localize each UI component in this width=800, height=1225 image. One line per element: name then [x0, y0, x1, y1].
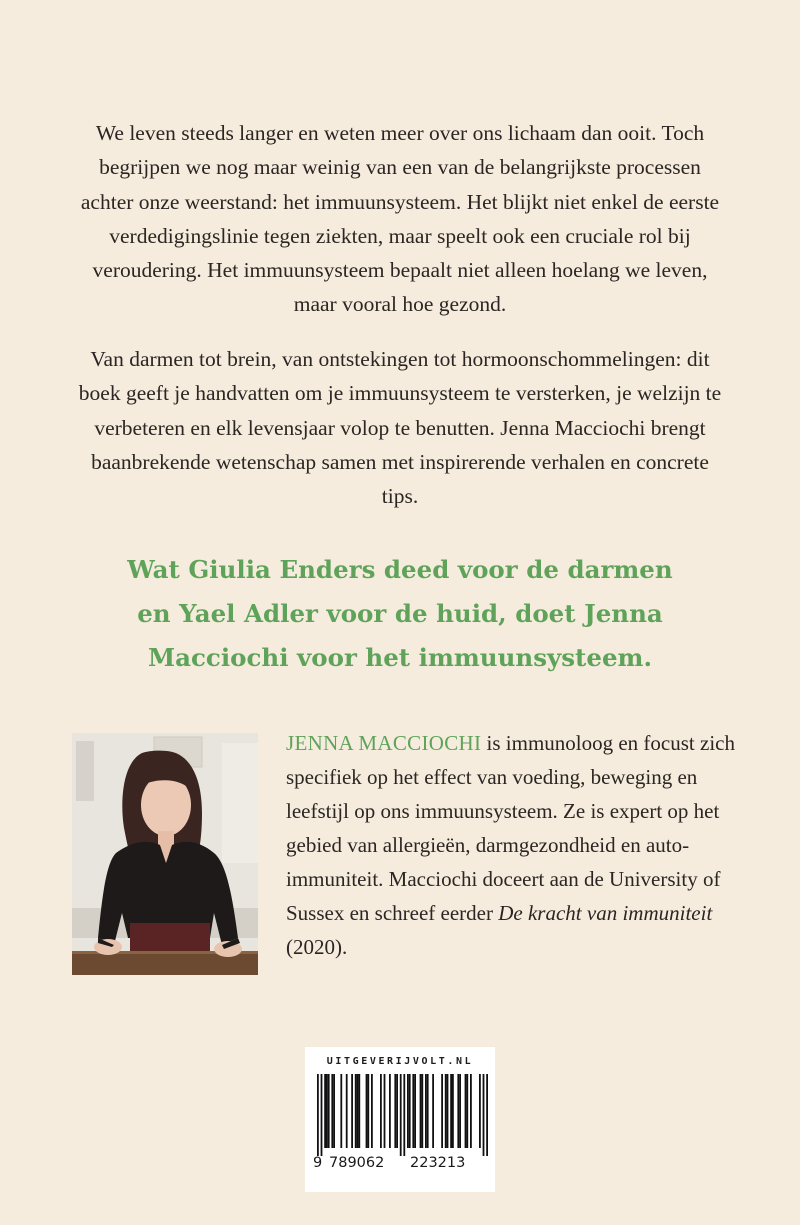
- barcode-bar: [432, 1074, 434, 1148]
- barcode-bar: [470, 1074, 472, 1148]
- quote-line-1: Wat Giulia Enders deed voor de darmen: [127, 555, 673, 584]
- isbn-barcode-bars: [305, 1074, 495, 1159]
- author-bio: [286, 726, 756, 964]
- barcode-bar: [466, 1074, 468, 1148]
- barcode-bar: [321, 1074, 323, 1156]
- endorsement-quote: [72, 548, 728, 680]
- barcode-bar: [389, 1074, 391, 1148]
- blurb-paragraph-1: We leven steeds langer en weten meer over ons lichaam dan ooit. Toch begrijpen we nog maar weinig van een van de belangrijkste processen achter onze weerstand: het immuunsysteem. Het blijkt niet enkel de eerste verdedigingslinie tegen ziekten, maar speelt ook een cruciale rol bij veroudering. Het immuunsysteem bepaalt niet alleen hoelang we leven, maar vooral hoe gezond.: [80, 121, 720, 317]
- author-bio-text: is immunoloog en focust zich specifiek op het effect van voeding, beweging en leefstijl op ons immuunsysteem. Ze is expert op het gebied van allergieën, darmgezondheid en auto-immuniteit. Macciochi doceert aan de University of Sussex en schreef eerder: [286, 731, 735, 925]
- barcode-bar: [441, 1074, 443, 1148]
- barcode-bar: [447, 1074, 449, 1148]
- barcode-bar: [371, 1074, 373, 1148]
- barcode-bar: [384, 1074, 386, 1148]
- barcode-bar: [420, 1074, 422, 1148]
- barcode-bar: [367, 1074, 369, 1148]
- barcode-bar: [414, 1074, 416, 1148]
- blurb-paragraph-2: Van darmen tot brein, van ontstekingen tot hormoonschommelingen: dit boek geeft je handvatten om je immuunsysteem te versterken, je welzijn te verbeteren en elk levensjaar volop te benutten. Jenna Macciochi brengt baanbrekende wetenschap samen met inspirerende verhalen en concrete tips.: [78, 347, 722, 509]
- barcode-bar: [483, 1074, 485, 1156]
- author-portrait-illustration: [72, 733, 258, 975]
- barcode-bar: [396, 1074, 398, 1148]
- barcode-bar: [331, 1074, 333, 1148]
- barcode-bar: [358, 1074, 360, 1148]
- quote-line-3: Macciochi voor het immuunsysteem.: [147, 643, 652, 672]
- quote-line-2: en Yael Adler voor de huid, doet Jenna: [137, 599, 663, 628]
- author-photo: [72, 733, 258, 975]
- barcode-bar: [450, 1074, 452, 1148]
- barcode-bar: [452, 1074, 454, 1148]
- barcode-bar: [366, 1074, 368, 1148]
- barcode-bar: [407, 1074, 409, 1148]
- publisher-website: UITGEVERIJVOLT.NL: [326, 1056, 474, 1067]
- barcode-bar: [351, 1074, 353, 1148]
- barcode-bar: [412, 1074, 414, 1148]
- barcode-bar: [479, 1074, 481, 1148]
- barcode-bar: [403, 1074, 405, 1156]
- barcode-bar: [340, 1074, 342, 1148]
- barcode-bar: [326, 1074, 328, 1148]
- barcode-bar: [445, 1074, 447, 1148]
- barcode-bar: [355, 1074, 357, 1148]
- barcode-bar: [457, 1074, 459, 1148]
- barcode-bar: [324, 1074, 326, 1148]
- isbn-left-group: 789062: [329, 1155, 385, 1171]
- isbn-right-group: 223213: [410, 1155, 466, 1171]
- barcode-bar: [465, 1074, 467, 1148]
- barcode-bar: [409, 1074, 411, 1148]
- barcode-bar: [328, 1074, 330, 1148]
- isbn-first-digit: 9: [313, 1155, 323, 1171]
- barcode-bar: [394, 1074, 396, 1148]
- author-name: JENNA MACCIOCHI: [286, 731, 482, 755]
- barcode-bar: [459, 1074, 461, 1148]
- previous-book-year: (2020).: [286, 935, 348, 959]
- barcode-bar: [486, 1074, 488, 1156]
- barcode-bar: [357, 1074, 359, 1148]
- previous-book-title: De kracht van immuniteit: [498, 901, 713, 925]
- barcode-bar: [427, 1074, 429, 1148]
- barcode-bar: [421, 1074, 423, 1148]
- barcode-bar: [380, 1074, 382, 1148]
- barcode-bar: [317, 1074, 319, 1156]
- barcode-bar: [400, 1074, 402, 1156]
- barcode-bar: [346, 1074, 348, 1148]
- isbn-barcode-panel: [305, 1047, 495, 1192]
- barcode-bar: [333, 1074, 335, 1148]
- barcode-bar: [425, 1074, 427, 1148]
